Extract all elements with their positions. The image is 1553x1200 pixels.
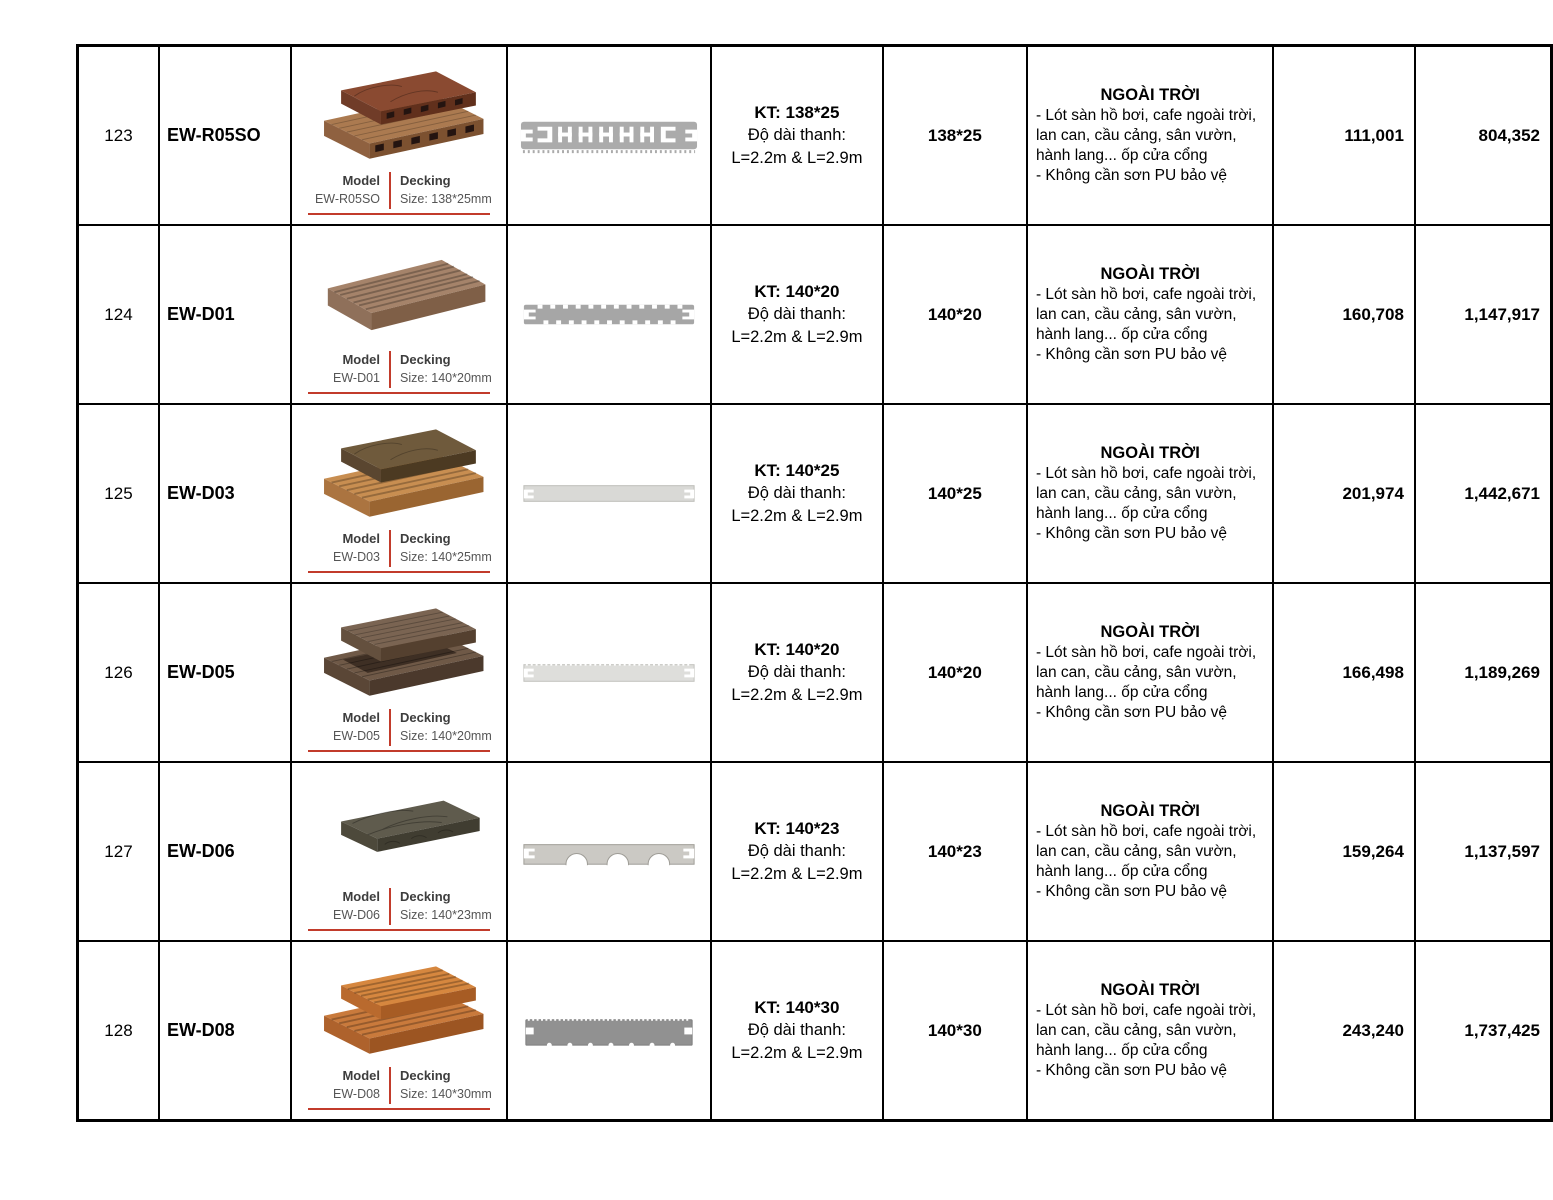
product-caption xyxy=(308,351,490,393)
decking-price-table xyxy=(76,44,1553,1122)
caption-type-label: Decking xyxy=(400,710,451,726)
caption-model-value: EW-D03 xyxy=(333,550,381,565)
dimensions-cell xyxy=(711,762,883,941)
dimensions-cell xyxy=(711,46,883,226)
product-caption xyxy=(308,709,490,751)
caption-size-value: Size: 140*23mm xyxy=(400,908,492,923)
usage-title: NGOÀI TRỜI xyxy=(1100,86,1200,105)
kt-size-text: KT: 140*20 xyxy=(754,281,840,301)
dimensions-cell xyxy=(711,583,883,762)
product-photo xyxy=(299,60,499,172)
usage-cell xyxy=(1027,404,1273,583)
size-cell: 140*20 xyxy=(883,583,1027,762)
hollow-chambers-profile-icon xyxy=(516,113,702,158)
caption-model-label: Model xyxy=(342,1068,381,1084)
usage-line: - Lót sàn hồ bơi, cafe ngoài trời, lan can, cầu cảng, sân vườn, hành lang... ốp cửa cổng xyxy=(1035,286,1257,344)
row-number-cell: 123 xyxy=(78,46,159,226)
kt-length-label: Độ dài thanh: xyxy=(747,842,846,861)
cross-section-cell xyxy=(507,583,711,762)
usage-title: NGOÀI TRỜI xyxy=(1100,623,1200,642)
caption-model-value: EW-D06 xyxy=(333,908,381,923)
usage-line: - Lót sàn hồ bơi, cafe ngoài trời, lan can, cầu cảng, sân vườn, hành lang... ốp cửa cổng xyxy=(1035,107,1257,165)
product-code-cell: EW-D08 xyxy=(159,941,291,1121)
caption-type-label: Decking xyxy=(400,173,451,189)
dimensions-cell xyxy=(711,941,883,1121)
product-code-cell: EW-D05 xyxy=(159,583,291,762)
product-image-cell xyxy=(291,583,508,762)
size-cell: 140*23 xyxy=(883,762,1027,941)
usage-line: - Lót sàn hồ bơi, cafe ngoài trời, lan can, cầu cảng, sân vườn, hành lang... ốp cửa cổng xyxy=(1035,1002,1257,1060)
kt-length-label: Độ dài thanh: xyxy=(747,484,846,503)
product-image-cell xyxy=(291,762,508,941)
caption-model-value: EW-D05 xyxy=(333,729,381,744)
product-photo xyxy=(299,955,499,1067)
usage-title: NGOÀI TRỜI xyxy=(1100,802,1200,821)
caption-model-label: Model xyxy=(342,173,381,189)
usage-line: - Không cần sơn PU bảo vệ xyxy=(1035,703,1228,721)
caption-size-value: Size: 140*30mm xyxy=(400,1087,492,1102)
cross-section-cell xyxy=(507,404,711,583)
kt-size-text: KT: 138*25 xyxy=(754,102,840,122)
dimensions-cell xyxy=(711,225,883,404)
usage-cell xyxy=(1027,762,1273,941)
product-code-cell: EW-D03 xyxy=(159,404,291,583)
thick-grooved-profile-icon xyxy=(516,1008,702,1053)
product-caption xyxy=(308,530,490,572)
row-number-cell: 126 xyxy=(78,583,159,762)
cross-section-cell xyxy=(507,762,711,941)
product-code-cell: EW-R05SO xyxy=(159,46,291,226)
kt-length-value: L=2.2m & L=2.9m xyxy=(731,686,863,705)
caption-model-label: Model xyxy=(342,531,381,547)
total-price-cell: 1,189,269 xyxy=(1415,583,1552,762)
table-row xyxy=(78,225,1552,404)
total-price-cell: 1,737,425 xyxy=(1415,941,1552,1121)
caption-model-value: EW-D01 xyxy=(333,371,381,386)
total-price-cell: 804,352 xyxy=(1415,46,1552,226)
product-photo xyxy=(299,239,499,351)
caption-model-value: EW-R05SO xyxy=(314,192,381,207)
cross-section-cell xyxy=(507,941,711,1121)
kt-length-value: L=2.2m & L=2.9m xyxy=(731,507,863,526)
usage-line: - Không cần sơn PU bảo vệ xyxy=(1035,1061,1228,1079)
product-image-cell xyxy=(291,225,508,404)
table-row xyxy=(78,404,1552,583)
usage-cell xyxy=(1027,225,1273,404)
dimensions-cell xyxy=(711,404,883,583)
total-price-cell: 1,137,597 xyxy=(1415,762,1552,941)
usage-cell xyxy=(1027,583,1273,762)
caption-type-label: Decking xyxy=(400,352,451,368)
caption-size-value: Size: 140*25mm xyxy=(400,550,492,565)
row-number-cell: 128 xyxy=(78,941,159,1121)
caption-model-label: Model xyxy=(342,710,381,726)
cross-section-cell xyxy=(507,46,711,226)
unit-price-cell: 159,264 xyxy=(1273,762,1415,941)
usage-cell xyxy=(1027,46,1273,226)
kt-length-value: L=2.2m & L=2.9m xyxy=(731,149,863,168)
size-cell: 138*25 xyxy=(883,46,1027,226)
caption-model-label: Model xyxy=(342,352,381,368)
product-caption xyxy=(308,1067,490,1109)
caption-size-value: Size: 140*20mm xyxy=(400,729,492,744)
unit-price-cell: 111,001 xyxy=(1273,46,1415,226)
kt-size-text: KT: 140*23 xyxy=(754,818,840,838)
row-number-cell: 127 xyxy=(78,762,159,941)
kt-length-label: Độ dài thanh: xyxy=(747,126,846,145)
caption-type-label: Decking xyxy=(400,1068,451,1084)
kt-length-value: L=2.2m & L=2.9m xyxy=(731,1044,863,1063)
castellated-grooves-profile-icon xyxy=(516,292,702,337)
serrated-top-profile-icon xyxy=(516,650,702,695)
total-price-cell: 1,442,671 xyxy=(1415,404,1552,583)
kt-length-label: Độ dài thanh: xyxy=(747,305,846,324)
unit-price-cell: 201,974 xyxy=(1273,404,1415,583)
usage-cell xyxy=(1027,941,1273,1121)
usage-line: - Không cần sơn PU bảo vệ xyxy=(1035,524,1228,542)
product-image-cell xyxy=(291,941,508,1121)
kt-length-value: L=2.2m & L=2.9m xyxy=(731,865,863,884)
product-caption xyxy=(308,172,490,214)
kt-size-text: KT: 140*20 xyxy=(754,639,840,659)
caption-model-value: EW-D08 xyxy=(333,1087,381,1102)
kt-length-label: Độ dài thanh: xyxy=(747,663,846,682)
product-image-cell xyxy=(291,404,508,583)
size-cell: 140*30 xyxy=(883,941,1027,1121)
unit-price-cell: 243,240 xyxy=(1273,941,1415,1121)
row-number-cell: 124 xyxy=(78,225,159,404)
usage-title: NGOÀI TRỜI xyxy=(1100,981,1200,1000)
unit-price-cell: 166,498 xyxy=(1273,583,1415,762)
product-code-cell: EW-D06 xyxy=(159,762,291,941)
usage-line: - Lót sàn hồ bơi, cafe ngoài trời, lan can, cầu cảng, sân vườn, hành lang... ốp cửa cổng xyxy=(1035,465,1257,523)
row-number-cell: 125 xyxy=(78,404,159,583)
table-row xyxy=(78,941,1552,1121)
flat-board-profile-icon xyxy=(516,471,702,516)
table-row xyxy=(78,762,1552,941)
kt-length-value: L=2.2m & L=2.9m xyxy=(731,328,863,347)
caption-size-value: Size: 140*20mm xyxy=(400,371,492,386)
usage-line: - Lót sàn hồ bơi, cafe ngoài trời, lan can, cầu cảng, sân vườn, hành lang... ốp cửa cổng xyxy=(1035,644,1257,702)
caption-model-label: Model xyxy=(342,889,381,905)
caption-type-label: Decking xyxy=(400,531,451,547)
caption-size-value: Size: 138*25mm xyxy=(400,192,492,207)
product-photo xyxy=(299,597,499,709)
product-caption xyxy=(308,888,490,930)
arched-bottom-profile-icon xyxy=(516,829,702,874)
size-cell: 140*25 xyxy=(883,404,1027,583)
table-row xyxy=(78,583,1552,762)
kt-size-text: KT: 140*25 xyxy=(754,460,840,480)
usage-title: NGOÀI TRỜI xyxy=(1100,444,1200,463)
product-image-cell xyxy=(291,46,508,226)
unit-price-cell: 160,708 xyxy=(1273,225,1415,404)
usage-line: - Không cần sơn PU bảo vệ xyxy=(1035,882,1228,900)
usage-line: - Không cần sơn PU bảo vệ xyxy=(1035,345,1228,363)
product-photo xyxy=(299,776,499,888)
caption-type-label: Decking xyxy=(400,889,451,905)
product-photo xyxy=(299,418,499,530)
kt-size-text: KT: 140*30 xyxy=(754,997,840,1017)
usage-line: - Không cần sơn PU bảo vệ xyxy=(1035,166,1228,184)
table-row xyxy=(78,46,1552,226)
usage-line: - Lót sàn hồ bơi, cafe ngoài trời, lan can, cầu cảng, sân vườn, hành lang... ốp cửa cổng xyxy=(1035,823,1257,881)
size-cell: 140*20 xyxy=(883,225,1027,404)
cross-section-cell xyxy=(507,225,711,404)
total-price-cell: 1,147,917 xyxy=(1415,225,1552,404)
kt-length-label: Độ dài thanh: xyxy=(747,1021,846,1040)
product-code-cell: EW-D01 xyxy=(159,225,291,404)
usage-title: NGOÀI TRỜI xyxy=(1100,265,1200,284)
